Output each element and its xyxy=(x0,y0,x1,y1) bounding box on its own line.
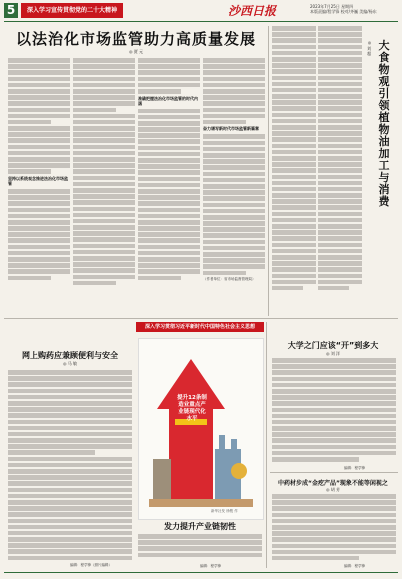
theme-banner: 深入学习贯彻习近平新时代中国特色社会主义思想 xyxy=(136,322,264,332)
lead-column-2 xyxy=(73,58,135,316)
masthead xyxy=(0,0,402,22)
village-headline: 中药材步成“金疙产品”现象不能等闲视之 xyxy=(278,480,388,487)
village-byline: ◎ 胡 芳 xyxy=(325,487,341,492)
lead-column-3 xyxy=(138,58,200,316)
side-headline: 大食物观引领植物油加工与消费 xyxy=(378,39,390,208)
header-rule xyxy=(4,21,398,22)
right-column-2 xyxy=(318,26,362,314)
internet-headline: 网上购药应兼顾便利与安全 xyxy=(22,351,118,360)
uni-editor-credit: 编辑：程学锋 xyxy=(344,466,365,470)
right-column-1 xyxy=(272,26,316,314)
village-body xyxy=(272,494,396,564)
section-divider-2 xyxy=(270,472,398,473)
internet-body xyxy=(8,370,132,560)
internet-byline: ◎ 马 敏 xyxy=(62,361,78,366)
poster-headline: 提升12条制造业重点产业链现代化水平 xyxy=(177,395,207,422)
industry-headline: 发力提升产业链韧性 xyxy=(164,522,236,531)
factory-arrow-illustration xyxy=(139,339,263,519)
lead-subhead-1: 坚持以系统观念推进法治化市场监管 xyxy=(8,175,68,186)
policy-illustration xyxy=(138,338,264,520)
poster-caption: 新华社发 徐骏 作 xyxy=(211,509,238,513)
uni-headline: 大学之门应该“开”到多大 xyxy=(287,341,379,350)
internet-editor-credit: 编辑：程学锋（照片编辑） xyxy=(70,563,112,567)
lead-column-4 xyxy=(203,58,265,316)
lead-subhead-2: 准确把握法治化市场监管的时代内涵 xyxy=(138,95,198,106)
newspaper-logo: 沙西日报 xyxy=(228,4,277,18)
column-divider-2 xyxy=(266,322,267,568)
side-byline: ◎ 刘 超 xyxy=(367,40,372,56)
lead-headline: 以法治化市场监管助力高质量发展 xyxy=(15,30,256,48)
uni-body xyxy=(272,358,396,466)
footer-rule xyxy=(4,572,398,573)
industry-editor-credit: 编辑：程学锋 xyxy=(200,564,221,568)
lead-subhead-3: 奋力谱写新时代市场监管新篇章 xyxy=(203,126,259,132)
dateline-editors: 本版责编/程学锋 校对/齐巍 美编/杨东 xyxy=(310,9,377,14)
industry-body xyxy=(138,534,262,562)
lead-editor-credit: （作者单位：省市场监督管理局） xyxy=(203,276,256,281)
section-divider xyxy=(4,318,398,319)
column-divider xyxy=(268,26,269,316)
lead-byline: ◎ 贾 元 xyxy=(128,49,144,54)
lead-column-1 xyxy=(8,58,70,316)
section-kicker: 深入学习宣传贯彻党的二十大精神 xyxy=(21,3,123,18)
dateline xyxy=(310,4,377,14)
page-number: 5 xyxy=(4,3,18,18)
dateline-date: 2023年7月25日 星期四 xyxy=(310,4,354,9)
village-editor-credit: 编辑：程学锋 xyxy=(344,564,365,568)
uni-byline: ◎ 刘 洋 xyxy=(325,351,341,356)
